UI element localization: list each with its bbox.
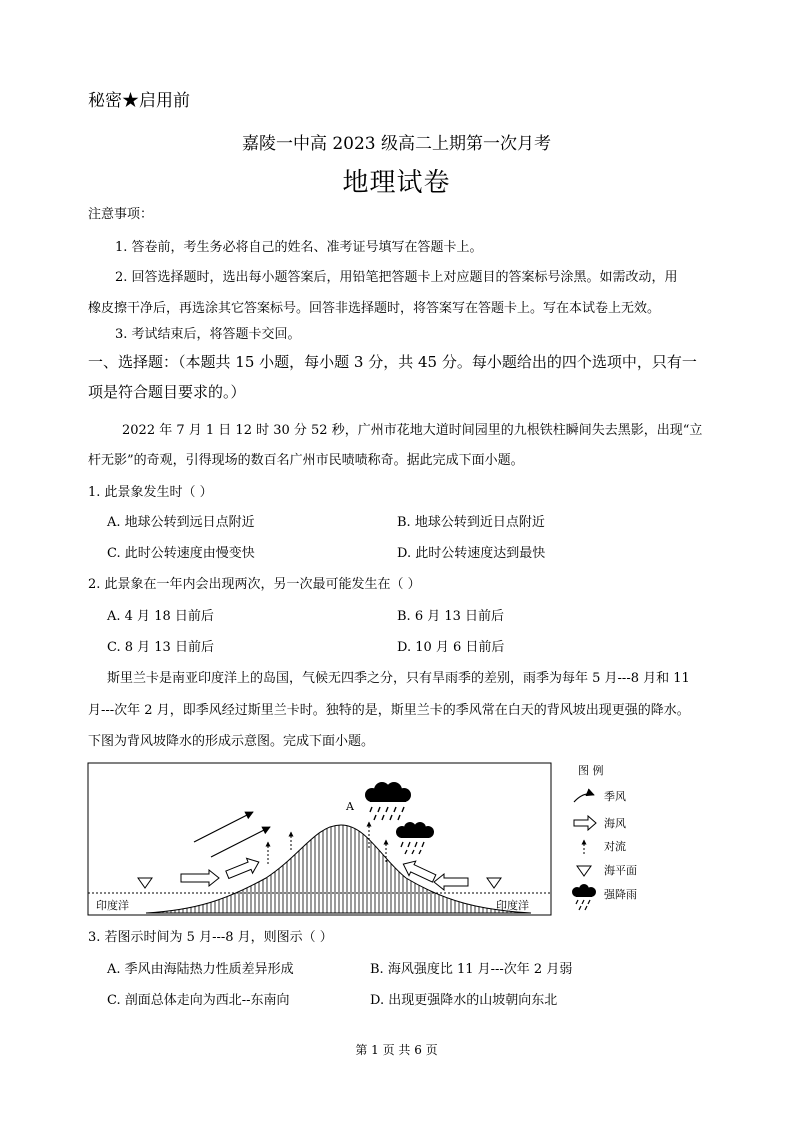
legend-sea-breeze-label: 海风	[604, 817, 626, 830]
question-1-option-a: A. 地球公转到远日点附近	[107, 515, 255, 530]
notice-item-3: 3. 考试结束后，将答题卡交回。	[115, 327, 301, 342]
passage-2-line-3: 下图为背风坡降水的形成示意图。完成下面小题。	[88, 734, 375, 749]
section-heading-line-2: 项是符合题目要求的。）	[88, 383, 246, 401]
confidential-mark: 秘密★启用前	[88, 91, 190, 111]
sea-level-symbol-left	[138, 878, 152, 888]
monsoon-arrow	[211, 827, 270, 857]
legend-monsoon-label: 季风	[604, 790, 626, 803]
legend-monsoon-icon	[574, 794, 594, 802]
leeward-precipitation-diagram	[86, 760, 706, 920]
notice-item-1: 1. 答卷前，考生务必将自己的姓名、准考证号填写在答题卡上。	[115, 240, 483, 255]
sea-breeze-arrow	[434, 874, 468, 890]
question-3-option-c: C. 剖面总体走向为西北--东南向	[107, 993, 290, 1008]
passage-1-line-2: 杆无影”的奇观，引得现场的数百名广州市民啧啧称奇。据此完成下面小题。	[88, 453, 524, 468]
notice-item-2-line-2: 橡皮擦干净后，再选涂其它答案标号。回答非选择题时，将答案写在答题卡上。写在本试卷上无效。	[88, 301, 661, 316]
question-3-option-a: A. 季风由海陆热力性质差异形成	[107, 962, 294, 977]
passage-2-line-1: 斯里兰卡是南亚印度洋上的岛国，气候无四季之分，只有旱雨季的差别，雨季为每年 5 月---8 月和 11	[107, 671, 690, 686]
section-heading-line-1: 一、选择题：（本题共 15 小题，每小题 3 分，共 45 分。每小题给出的四个选项中，只有一	[88, 353, 697, 371]
question-2-option-c: C. 8 月 13 日前后	[107, 640, 214, 655]
legend-convection-label: 对流	[604, 840, 626, 853]
legend-title: 图 例	[578, 764, 604, 777]
question-2-option-d: D. 10 月 6 日前后	[397, 640, 505, 655]
question-3-stem: 3. 若图示时间为 5 月---8 月，则图示（ ）	[88, 930, 333, 945]
question-1-stem: 1. 此景象发生时（ ）	[88, 485, 213, 500]
legend-sea-breeze-icon	[574, 816, 596, 830]
notice-title: 注意事项：	[88, 207, 154, 222]
subject-title: 地理试卷	[342, 168, 451, 198]
ocean-label-right: 印度洋	[496, 899, 529, 912]
exam-title: 嘉陵一中高 2023 级高二上期第一次月考	[241, 134, 552, 154]
notice-item-2-line-1: 2. 回答选择题时，选出每小题答案后，用铅笔把答题卡上对应题目的答案标号涂黑。如需改动，用	[115, 270, 678, 285]
legend-sea-level-icon	[577, 866, 591, 876]
sea-breeze-arrow	[224, 855, 262, 883]
passage-1-line-1: 2022 年 7 月 1 日 12 时 30 分 52 秒，广州市花地大道时间园里的九根铁柱瞬间失去黑影，出现“立	[122, 423, 703, 438]
passage-2-line-2: 月---次年 2 月，即季风经过斯里兰卡时。独特的是，斯里兰卡的季风常在白天的背风坡出现更强的降水。	[88, 703, 690, 718]
ocean-label-left: 印度洋	[96, 899, 129, 912]
question-1-option-d: D. 此时公转速度达到最快	[397, 546, 546, 561]
page-footer: 第 1 页 共 6 页	[355, 1043, 438, 1057]
legend-heavy-rain-icon	[572, 884, 596, 910]
question-1-option-b: B. 地球公转到近日点附近	[397, 515, 545, 530]
sea-level-symbol-right	[487, 878, 501, 888]
question-1-option-c: C. 此时公转速度由慢变快	[107, 546, 255, 561]
question-3-option-d: D. 出现更强降水的山坡朝向东北	[370, 993, 558, 1008]
heavy-rain-cloud	[365, 782, 411, 820]
sea-breeze-arrow	[181, 870, 219, 886]
question-2-option-b: B. 6 月 13 日前后	[397, 609, 505, 624]
heavy-rain-cloud	[396, 822, 434, 854]
question-2-option-a: A. 4 月 18 日前后	[107, 609, 214, 624]
monsoon-arrow	[194, 812, 253, 842]
point-a-label: A	[346, 800, 354, 813]
mountain-profile	[146, 825, 531, 913]
question-2-stem: 2. 此景象在一年内会出现两次，另一次最可能发生在（ ）	[88, 577, 421, 592]
legend-sea-level-label: 海平面	[604, 864, 637, 877]
legend-heavy-rain-label: 强降雨	[604, 888, 637, 901]
question-3-option-b: B. 海风强度比 11 月---次年 2 月弱	[370, 962, 573, 977]
